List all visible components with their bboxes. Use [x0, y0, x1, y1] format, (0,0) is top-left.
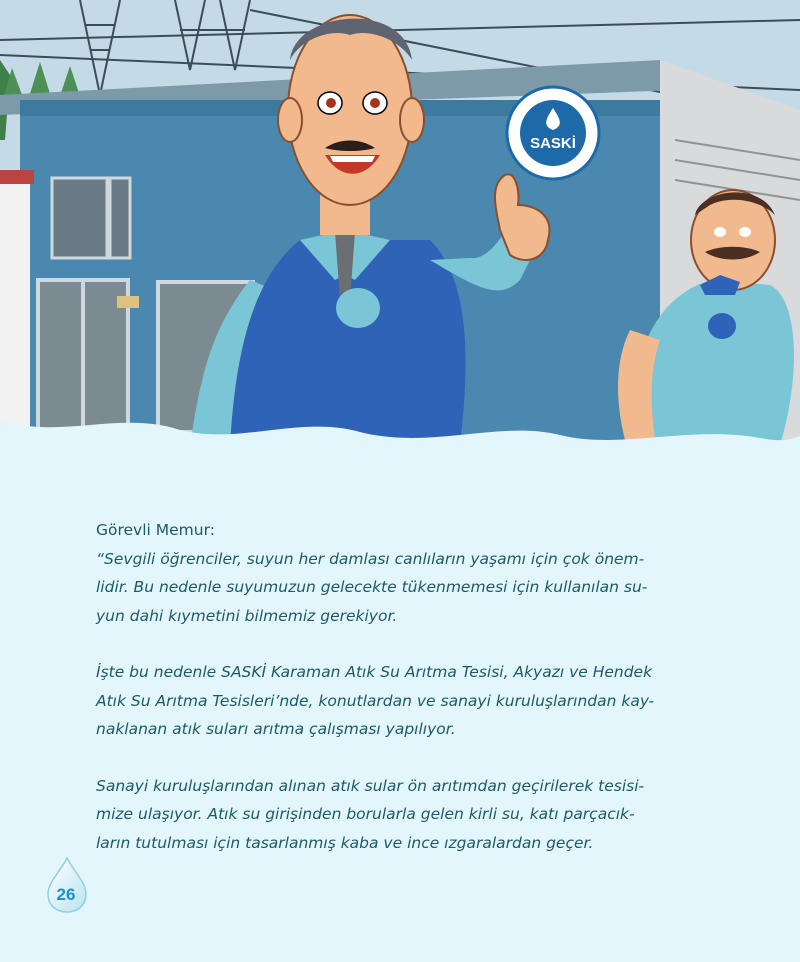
- speaker-label: Görevli Memur:: [96, 521, 215, 539]
- paragraph-line: ların tutulması için tasarlanmış kaba ve ince ızgaralardan geçer.: [96, 833, 594, 852]
- window-left: [52, 178, 130, 258]
- paragraph-line: İşte bu nedenle SASKİ Karaman Atık Su Arıtma Tesisi, Akyazı ve Hendek: [96, 663, 653, 681]
- paragraph-line: mize ulaşıyor. Atık su girişinden borularla gelen kirli su, katı parçacık-: [96, 805, 635, 823]
- paragraph-line: naklanan atık suları arıtma çalışması yapılıyor.: [96, 720, 456, 738]
- paragraph-line: yun dahi kıymetini bilmemiz gerekiyor.: [96, 606, 398, 625]
- logo-name: SASKİ: [530, 135, 576, 152]
- paragraph-2: [96, 658, 736, 744]
- paragraph-line: Sanayi kuruluşlarından alınan atık sular ön arıtımdan geçirilerek tesisi-: [96, 776, 645, 795]
- paragraph-3: [96, 772, 736, 858]
- paragraph-line: Atık Su Arıtma Tesisleri’nde, konutlardan ve sanayi kuruluşlarından kay-: [96, 691, 655, 710]
- story-text: [96, 516, 736, 885]
- cartoon-illustration: [0, 0, 800, 445]
- paragraph-1: [96, 545, 736, 631]
- page-number: 26: [56, 885, 76, 904]
- paragraph-line: lidir. Bu nedenle suyumuzun gelecekte tükenmemesi için kullanılan su-: [96, 578, 648, 596]
- saski-logo: [507, 87, 599, 179]
- paragraph-line: “Sevgili öğrenciler, suyun her damlası canlıların yaşamı için çok önem-: [96, 549, 645, 568]
- page-number-badge: [42, 856, 96, 914]
